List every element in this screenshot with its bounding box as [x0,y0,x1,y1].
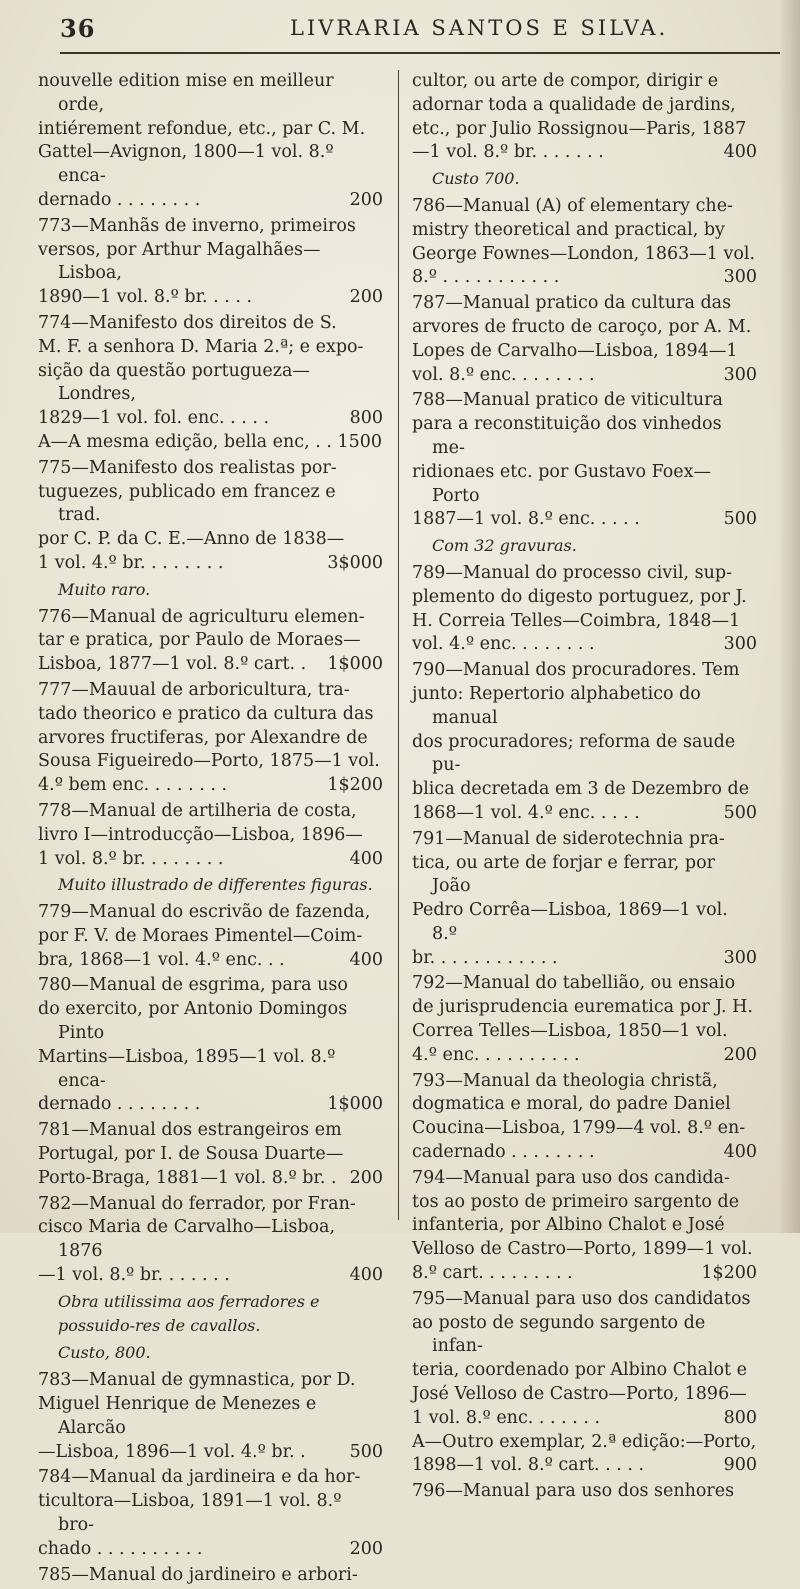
catalogue-entry [412,195,757,290]
entry-last-line [412,633,757,657]
entry-line: intiérement refondue, etc., par C. M. [38,118,366,139]
entry-line: dogmatica e moral, do padre Daniel [412,1094,731,1115]
entry-line: Lopes de Carvalho—Lisboa, 1894—1 [412,340,738,361]
entry-binding-text: chado . . . . . . . . . . [38,1538,203,1559]
entry-line: 784—Manual da jardineira e da hor- [38,1467,361,1488]
entry-line: 774—Manifesto dos direitos de S. [38,312,337,333]
entry-line: 793—Manual da theologia christã, [412,1070,718,1091]
entry-line: 777—Mauual de arboricultura, tra- [38,679,350,700]
entry-note: Muito illustrado de differentes figuras. [58,875,373,895]
entry-line: tuguezes, publicado em francez e trad. [38,481,336,526]
catalogue-entry [38,1564,383,1588]
entry-last-line [38,848,383,872]
entry-line: José Velloso de Castro—Porto, 1896— [412,1384,747,1405]
entry-line: 773—Manhãs de inverno, primeiros [38,215,356,236]
page-number: 36 [60,14,96,43]
entry-line: Miguel Henrique de Menezes e Alarcão [38,1394,317,1438]
catalogue-entry [38,800,383,871]
entry-binding-text: 1890—1 vol. 8.º br. . . . . [38,287,253,308]
entry-last-line [412,1044,757,1068]
page-header [60,6,780,46]
catalogue-entry [38,215,383,310]
entry-line: nouvelle edition mise en meilleur orde, [38,71,334,115]
entry-last-line [412,266,757,290]
entry-price: 1$200 [327,775,383,796]
entry-line: 788—Manual pratico de viticultura [412,390,723,411]
entry-line: por C. P. da C. E.—Anno de 1838— [38,529,345,550]
entry-line: tos ao posto de primeiro sargento de [412,1191,740,1212]
entry-line: ticultora—Lisboa, 1891—1 vol. 8.º bro- [38,1491,342,1536]
entry-price: 800 [723,1407,757,1428]
entry-price: 400 [349,949,383,970]
entry-extra-last-line [412,1454,757,1478]
entry-binding-text: —1 vol. 8.º br. . . . . . . [412,142,604,163]
entry-price: 200 [349,1167,383,1188]
entry-binding-text: 8.º cart. . . . . . . . . [412,1263,573,1284]
entry-note: Obra utilissima aos ferradores e possuido-res de cavallos. [58,1291,320,1335]
entry-line: 785—Manual do jardineiro e arbori- [38,1564,358,1585]
entry-binding-text: 8.º . . . . . . . . . . . [412,267,560,288]
catalogue-entry [38,974,383,1117]
entry-binding-text: dernado . . . . . . . . [38,1094,201,1115]
entry-binding-text: —1 vol. 8.º br. . . . . . . [38,1265,230,1286]
entry-binding-text: 1868—1 vol. 4.º enc. . . . . [412,802,640,823]
catalogue-entry [412,292,757,387]
entry-price: 200 [723,1044,757,1065]
entry-binding-text: 1887—1 vol. 8.º enc. . . . . [412,509,640,530]
entry-binding-text: Lisboa, 1877—1 vol. 8.º cart. . [38,654,307,675]
entry-price: 800 [349,408,383,429]
entry-binding-text: 1 vol. 4.º br. . . . . . . . [38,552,224,573]
entry-binding-text: cadernado . . . . . . . . [412,1142,595,1163]
entry-last-line [38,1167,383,1191]
entry-line: 795—Manual para uso dos candidatos [412,1288,751,1309]
entry-price: 200 [349,189,383,210]
entry-line: Portugal, por I. de Sousa Duarte— [38,1144,344,1165]
catalogue-entry [412,1070,757,1165]
catalogue-entry [38,1119,383,1190]
entry-line: 782—Manual do ferrador, por Fran- [38,1193,356,1214]
entry-last-line [38,189,383,213]
catalogue-entry [412,1288,757,1478]
entry-line: teria, coordenado por Albino Chalot e [412,1360,747,1381]
entry-binding-text: 1829—1 vol. fol. enc. . . . . [38,408,270,429]
entry-line: 780—Manual de esgrima, para uso [38,975,348,996]
entry-line: por F. V. de Moraes Pimentel—Coim- [38,925,363,946]
catalogue-entry [38,1466,383,1561]
entry-line: 775—Manifesto dos realistas por- [38,457,337,478]
entry-line: H. Correia Telles—Coimbra, 1848—1 [412,610,741,631]
entry-binding-text: vol. 8.º enc. . . . . . . . [412,364,595,385]
entry-last-line [412,141,757,165]
entry-price: 300 [723,947,757,968]
entry-line: 779—Manual do escrivão de fazenda, [38,902,371,923]
entry-binding-text: dernado . . . . . . . . [38,189,201,210]
entry-line: 791—Manual de siderotechnia pra- [412,828,725,849]
catalogue-entry [38,1369,383,1464]
entry-line: adornar toda a qualidade de jardins, [412,94,736,115]
entry-price: 300 [723,267,757,288]
catalogue-entry [38,312,383,455]
entry-line: tica, ou arte de forjar e ferrar, por João [412,852,715,897]
entry-last-line [412,508,757,532]
entry-last-line [412,947,757,971]
catalogue-entry [412,659,757,826]
entry-line: Sousa Figueiredo—Porto, 1875—1 vol. [38,751,380,772]
entry-last-line [38,1093,383,1117]
entry-note: Custo, 800. [58,1343,151,1363]
catalogue-entry [412,972,757,1067]
entry-binding-text: 1 vol. 8.º br. . . . . . . . [38,848,224,869]
entry-last-line [38,1264,383,1288]
entry-line: Correa Telles—Lisboa, 1850—1 vol. [412,1021,728,1042]
entry-extra-binding-text: 1898—1 vol. 8.º cart. . . . . [412,1455,645,1476]
entry-price: 500 [723,509,757,530]
entry-line: junto: Repertorio alphabetico do manual [412,683,701,728]
catalogue-entry [412,828,757,971]
entry-line: M. F. a senhora D. Maria 2.ª; e expo- [38,336,364,357]
entry-line: 776—Manual de agriculturu elemen- [38,606,365,627]
entry-line: blica decretada em 3 de Dezembro de [412,779,750,800]
entry-line: 787—Manual pratico da cultura das [412,293,732,314]
entry-line: do exercito, por Antonio Domingos Pinto [38,999,348,1044]
catalogue-entry [38,679,383,798]
entry-line: dos procuradores; reforma de saude pu- [412,731,736,776]
entry-price: 500 [349,1441,383,1462]
entry-line: ridionaes etc. por Gustavo Foex—Porto [412,461,712,506]
entry-note: Muito raro. [58,579,151,599]
entry-note: Com 32 gravuras. [432,536,577,556]
entry-price: 300 [723,364,757,385]
entry-price: 400 [723,1142,757,1163]
entry-line: 792—Manual do tabellião, ou ensaio [412,973,736,994]
entry-binding-text: 1 vol. 8.º enc. . . . . . . [412,1407,601,1428]
entry-line: cultor, ou arte de compor, dirigir e [412,71,719,91]
entry-last-line [412,364,757,388]
entry-price: 400 [349,1265,383,1286]
entry-line: para a reconstituição dos vinhedos me- [412,414,722,458]
entry-line: Velloso de Castro—Porto, 1899—1 vol. [412,1239,753,1260]
entry-last-line [38,286,383,310]
entry-line: arvores fructiferas, por Alexandre de [38,727,368,748]
entry-line: Gattel—Avignon, 1800—1 vol. 8.º enca- [38,142,334,187]
catalogue-entry [412,562,757,657]
entry-line: 786—Manual (A) of elementary che- [412,195,733,216]
entry-last-line [38,552,383,576]
entry-binding-text: Porto-Braga, 1881—1 vol. 8.º br. . [38,1167,337,1188]
entry-line: 783—Manual de gymnastica, por D. [38,1370,356,1391]
entry-line: tado theorico e pratico da cultura das [38,703,374,724]
entry-last-line [412,802,757,826]
entry-extra: A—A mesma edição, bella enc, . . 1500 [38,431,383,452]
entry-price: 400 [723,142,757,163]
entry-note: Custo 700. [432,169,520,189]
catalogue-entry [412,389,757,532]
page-edge-shadow [778,0,800,1233]
catalogue-entry [412,1167,757,1286]
catalogue-entry [38,70,383,213]
entry-binding-text: —Lisboa, 1896—1 vol. 4.º br. . [38,1441,306,1462]
entry-price: 500 [723,802,757,823]
entry-last-line [38,1441,383,1465]
column-divider [398,70,399,1220]
left-column [38,70,383,1589]
entry-line: 794—Manual para uso dos candida- [412,1167,730,1188]
entry-extra: A—Outro exemplar, 2.ª edição:—Porto, [412,1431,757,1452]
entry-binding-text: vol. 4.º enc. . . . . . . . [412,634,595,655]
entry-line: tar e pratica, por Paulo de Moraes— [38,630,361,651]
right-column [412,70,757,1506]
entry-line: 790—Manual dos procuradores. Tem [412,660,740,681]
entry-price: 1$000 [327,1094,383,1115]
entry-line: George Fownes—London, 1863—1 vol. [412,243,756,264]
catalogue-entry [38,606,383,677]
entry-line: Martins—Lisboa, 1895—1 vol. 8.º enca- [38,1046,336,1091]
entry-binding-text: 4.º bem enc. . . . . . . . [38,775,228,796]
entry-last-line [38,949,383,973]
catalogue-entry [38,901,383,972]
entry-price: 1$200 [701,1263,757,1284]
entry-binding-text: br. . . . . . . . . . . . [412,947,558,968]
entry-last-line [38,774,383,798]
header-rule [60,52,780,54]
entry-line: 796—Manual para uso dos senhores [412,1481,735,1502]
entry-last-line [412,1262,757,1286]
entry-line: 778—Manual de artilheria de costa, [38,800,357,821]
catalogue-entry [412,70,757,165]
entry-line: Coucina—Lisboa, 1799—4 vol. 8.º en- [412,1118,746,1139]
entry-line: cisco Maria de Carvalho—Lisboa, 1876 [38,1217,336,1262]
entry-last-line [38,407,383,431]
entry-line: arvores de fructo de caroço, por A. M. [412,316,752,337]
catalogue-entry [412,1480,757,1504]
entry-price: 1$000 [327,654,383,675]
entry-line: ao posto de segundo sargento de infan- [412,1312,706,1357]
entry-line: 789—Manual do processo civil, sup- [412,562,732,583]
entry-last-line [38,1538,383,1562]
entry-line: Pedro Corrêa—Lisboa, 1869—1 vol. 8.º [412,900,728,944]
entry-line: infanteria, por Albino Chalot e José [412,1215,725,1236]
entry-line: 781—Manual dos estrangeiros em [38,1120,342,1141]
entry-last-line [38,653,383,677]
catalogue-entry [38,1193,383,1288]
entry-line: sição da questão portugueza—Londres, [38,360,310,405]
entry-price: 400 [349,848,383,869]
entry-binding-text: bra, 1868—1 vol. 4.º enc. . . [38,949,285,970]
running-title: LIVRARIA SANTOS E SILVA. [290,16,669,40]
entry-price: 3$000 [327,552,383,573]
entry-price: 200 [349,287,383,308]
entry-last-line [412,1407,757,1431]
entry-line: etc., por Julio Rossignou—Paris, 1887 [412,118,747,139]
entry-extra-price: 900 [723,1455,757,1476]
entry-line: livro I—introducção—Lisboa, 1896— [38,824,363,845]
entry-price: 300 [723,634,757,655]
entry-line: de jurisprudencia eurematica por J. H. [412,997,753,1018]
entry-line: mistry theoretical and practical, by [412,219,725,240]
entry-line: plemento do digesto portuguez, por J. [412,586,747,607]
entry-last-line [412,1141,757,1165]
entry-price: 200 [349,1538,383,1559]
entry-binding-text: 4.º enc. . . . . . . . . . [412,1044,580,1065]
entry-line: versos, por Arthur Magalhães—Lisboa, [38,239,321,284]
catalogue-entry [38,457,383,576]
